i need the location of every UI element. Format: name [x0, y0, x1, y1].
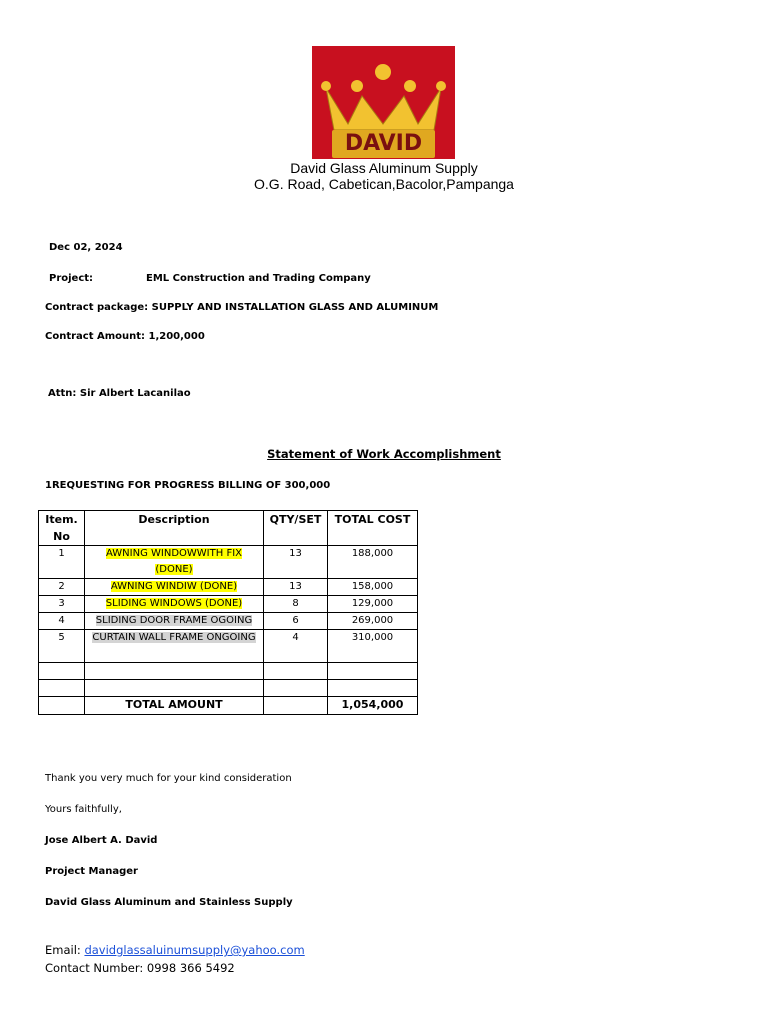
- table-row: [39, 596, 418, 613]
- cell-cost: 188,000: [328, 546, 418, 579]
- table-total-row: [39, 697, 418, 715]
- cell-cost: 269,000: [328, 613, 418, 630]
- email-label: Email:: [45, 943, 85, 957]
- svg-text:DAVID: DAVID: [344, 131, 423, 156]
- header-description: Description: [85, 511, 264, 546]
- cell-cost: 129,000: [328, 596, 418, 613]
- cell-qty: 13: [264, 579, 328, 596]
- cell-item-no: 5: [39, 630, 85, 663]
- cell-description: [85, 596, 264, 613]
- closing-salutation: Yours faithfully,: [45, 804, 122, 815]
- cell-description: [85, 546, 264, 579]
- header-qty: QTY/SET: [264, 511, 328, 546]
- email-line: [45, 943, 305, 957]
- description-text: SLIDING WINDOWS (DONE): [105, 598, 243, 609]
- table-row: [39, 613, 418, 630]
- project-label: Project:: [49, 273, 94, 284]
- work-accomplishment-table: [38, 510, 418, 715]
- table-row: [39, 546, 418, 579]
- cell-item-no: 3: [39, 596, 85, 613]
- cell-qty: 8: [264, 596, 328, 613]
- thanks-line: Thank you very much for your kind consideration: [45, 773, 292, 784]
- signer-title: Project Manager: [45, 866, 138, 877]
- signer-company: David Glass Aluminum and Stainless Supply: [45, 897, 293, 908]
- company-logo: [312, 46, 455, 159]
- cell-description: [85, 630, 264, 663]
- project-value: EML Construction and Trading Company: [146, 273, 371, 284]
- description-text: SLIDING DOOR FRAME OGOING: [95, 615, 253, 626]
- table-row-empty: [39, 680, 418, 697]
- billing-request: 1REQUESTING FOR PROGRESS BILLING OF 300,000: [45, 480, 331, 491]
- contact-number: Contact Number: 0998 366 5492: [45, 961, 235, 975]
- letter-date: Dec 02, 2024: [49, 242, 123, 253]
- cell-item-no: 2: [39, 579, 85, 596]
- header-item-no: Item. No: [39, 511, 85, 546]
- contract-package: Contract package: SUPPLY AND INSTALLATION GLASS AND ALUMINUM: [45, 302, 439, 313]
- cell-qty: 13: [264, 546, 328, 579]
- contract-amount: Contract Amount: 1,200,000: [45, 331, 205, 342]
- table-row: [39, 579, 418, 596]
- cell-item-no: 1: [39, 546, 85, 579]
- cell-description: [85, 579, 264, 596]
- statement-title: Statement of Work Accomplishment: [267, 447, 501, 461]
- total-label: TOTAL AMOUNT: [85, 697, 264, 715]
- cell-item-no: 4: [39, 613, 85, 630]
- company-name: David Glass Aluminum Supply: [290, 160, 478, 176]
- crown-logo-graphic: [312, 46, 455, 159]
- total-value: 1,054,000: [328, 697, 418, 715]
- description-text: AWNING WINDOWWITH FIX (DONE): [106, 548, 242, 575]
- cell-cost: 310,000: [328, 630, 418, 663]
- company-address: O.G. Road, Cabetican,Bacolor,Pampanga: [254, 176, 514, 192]
- cell-qty: 4: [264, 630, 328, 663]
- signer-name: Jose Albert A. David: [45, 835, 158, 846]
- description-text: AWNING WINDIW (DONE): [110, 581, 238, 592]
- table-row: [39, 630, 418, 663]
- email-link[interactable]: davidglassaluinumsupply@yahoo.com: [84, 943, 305, 957]
- table-header-row: [39, 511, 418, 546]
- table-row-empty: [39, 663, 418, 680]
- header-total-cost: TOTAL COST: [328, 511, 418, 546]
- cell-cost: 158,000: [328, 579, 418, 596]
- cell-qty: 6: [264, 613, 328, 630]
- cell-description: [85, 613, 264, 630]
- description-text: CURTAIN WALL FRAME ONGOING: [92, 632, 256, 643]
- attention-line: Attn: Sir Albert Lacanilao: [48, 388, 191, 399]
